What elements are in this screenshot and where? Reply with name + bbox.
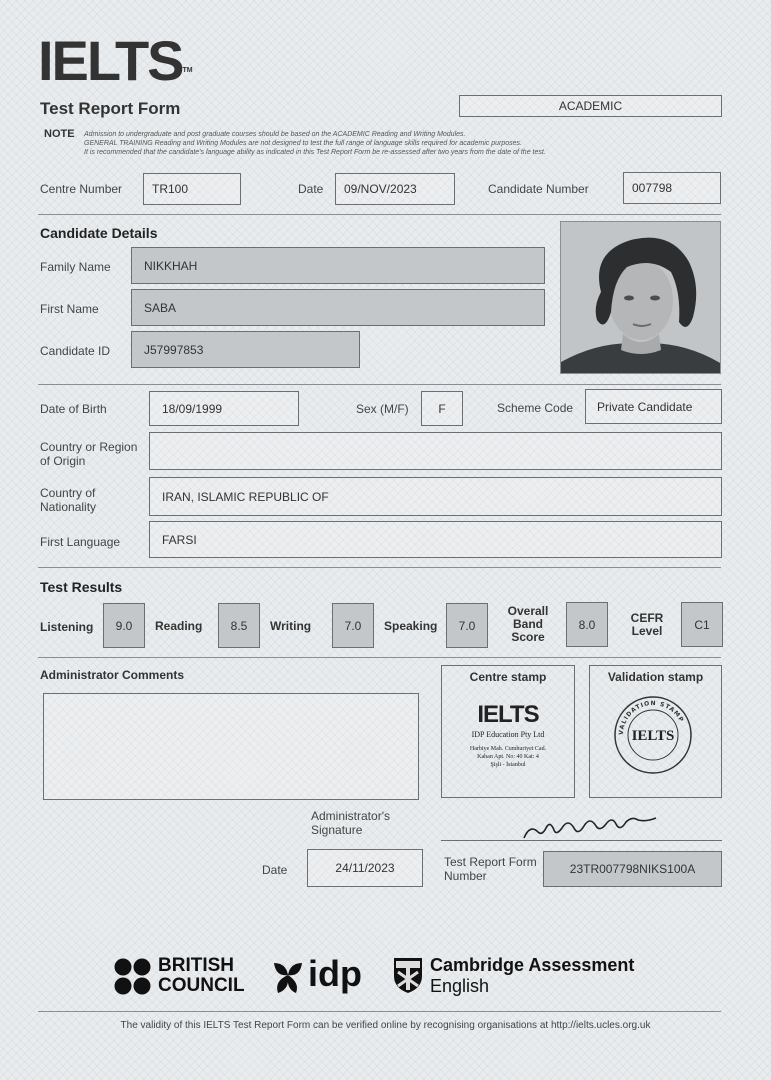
overall-label-line-2: Band	[513, 617, 543, 631]
validity-note: The validity of this IELTS Test Report Form can be verified online by recognising organisations at http://ielts.ucles.org.uk	[120, 1020, 651, 1031]
candidate-number-field: 007798	[623, 172, 721, 204]
validation-stamp-box	[589, 665, 722, 798]
reading-label: Reading	[155, 619, 203, 633]
divider-1	[38, 214, 721, 215]
nationality-label-2: Nationality	[40, 500, 97, 514]
sex-field: F	[421, 391, 463, 426]
cefr-label-line-1: CEFR	[630, 611, 664, 625]
tm-mark: TM	[182, 67, 193, 74]
overall-band-score: 8.0	[566, 602, 608, 647]
listening-score: 9.0	[103, 603, 145, 648]
nationality-field: IRAN, ISLAMIC REPUBLIC OF	[149, 477, 722, 516]
idp-mark-icon	[270, 959, 306, 995]
stamp-ielts-logo: IELTS	[477, 701, 539, 728]
validation-seal	[612, 694, 694, 776]
centre-stamp-label: Centre stamp	[469, 670, 547, 684]
trf-label-1: Test Report Form	[444, 855, 537, 869]
idp-logo	[270, 955, 365, 997]
candidate-details-title: Candidate Details	[40, 225, 158, 241]
family-name-field: NIKKHAH	[131, 247, 545, 284]
validation-ring-text: VALIDATION STAMP	[617, 699, 685, 736]
british-council-dots-icon	[114, 958, 152, 996]
first-name-field: SABA	[131, 289, 545, 326]
overall-label-line-3: Score	[511, 630, 545, 644]
admin-date-field: 24/11/2023	[307, 849, 423, 887]
centre-stamp-imprint	[442, 702, 574, 769]
idp-wordmark: idp	[308, 953, 362, 994]
trf-number-field: 23TR007798NIKS100A	[543, 851, 722, 887]
scheme-code-label: Scheme Code	[497, 401, 574, 415]
origin-label-2: of Origin	[40, 454, 86, 468]
cefr-label-line-2: Level	[631, 624, 663, 638]
divider-4	[38, 657, 721, 658]
listening-label: Listening	[40, 620, 94, 634]
cambridge-shield-icon	[392, 956, 424, 994]
centre-number-label: Centre Number	[40, 182, 123, 196]
first-language-label: First Language	[40, 535, 121, 549]
dob-label: Date of Birth	[40, 402, 107, 416]
overall-label-line-1: Overall	[507, 604, 549, 618]
note-line-2: GENERAL TRAINING Reading and Writing Modules are not designed to test the full range of language skills required for academic purposes.	[84, 140, 522, 147]
cefr-level-label	[624, 612, 670, 638]
centre-number-field: TR100	[143, 173, 241, 205]
dob-field: 18/09/1999	[149, 391, 299, 426]
first-name-label: First Name	[40, 302, 99, 316]
writing-label: Writing	[270, 619, 312, 633]
cambridge-line-1: Cambridge Assessment	[430, 955, 635, 975]
signature-label-1: Administrator's	[311, 809, 390, 823]
portrait-image	[561, 222, 721, 374]
british-council-line-2: COUNCIL	[158, 975, 245, 996]
first-language-field: FARSI	[149, 521, 722, 558]
signature-label-2: Signature	[311, 823, 363, 837]
speaking-label: Speaking	[384, 619, 438, 633]
form-title: Test Report Form	[40, 99, 181, 118]
family-name-label: Family Name	[40, 260, 111, 274]
scheme-code-field: Private Candidate	[585, 389, 722, 424]
british-council-line-1: BRITISH	[158, 955, 234, 976]
stamp-address-1: Harbiye Mah. Cumhuriyet Cad.	[469, 746, 547, 752]
cefr-level-score: C1	[681, 602, 723, 647]
sex-label: Sex (M/F)	[356, 402, 409, 416]
module-box: ACADEMIC	[459, 95, 722, 117]
validation-seal-logo: IELTS	[631, 728, 675, 744]
stamp-company: IDP Education Pty Ltd	[471, 730, 545, 739]
cambridge-line-2: English	[430, 976, 490, 996]
reading-score: 8.5	[218, 603, 260, 648]
cambridge-logo	[392, 955, 637, 997]
note-line-1: Admission to undergraduate and post graduate courses should be based on the ACADEMIC Reading and Writing Modules.	[84, 131, 466, 138]
stamp-address-3: Şişli - İstanbul	[490, 762, 526, 768]
candidate-id-field: J57997853	[131, 331, 360, 368]
origin-field	[149, 432, 722, 470]
note-label: NOTE	[44, 128, 75, 140]
overall-band-label	[503, 605, 553, 644]
candidate-number-label: Candidate Number	[488, 182, 589, 196]
admin-comments-label: Administrator Comments	[40, 668, 185, 682]
speaking-score: 7.0	[446, 603, 488, 648]
centre-date-label: Date	[298, 182, 324, 196]
origin-label-1: Country or Region	[40, 440, 138, 454]
candidate-photo	[560, 221, 721, 374]
trf-label-2: Number	[444, 869, 487, 883]
administrator-signature	[520, 810, 660, 844]
admin-comments-field	[43, 693, 419, 800]
note-line-3: It is recommended that the candidate's language ability as indicated in this Test Report Form be re-assessed after two years from the date of the test.	[84, 149, 546, 156]
writing-score: 7.0	[332, 603, 374, 648]
ielts-logo: IELTS™	[38, 29, 193, 92]
candidate-id-label: Candidate ID	[40, 344, 111, 358]
nationality-label-1: Country of	[40, 486, 96, 500]
british-council-logo	[114, 956, 244, 996]
divider-3	[38, 567, 721, 568]
validation-stamp-label: Validation stamp	[607, 670, 704, 684]
admin-date-label: Date	[262, 863, 288, 877]
stamp-address-2: Kahan Apt. No: 40 Kat: 4	[477, 754, 539, 760]
footer-divider	[38, 1011, 721, 1012]
centre-date-field: 09/NOV/2023	[335, 173, 455, 205]
centre-stamp-box	[441, 665, 575, 798]
test-results-title: Test Results	[40, 579, 123, 595]
divider-2	[38, 384, 721, 385]
signature-line	[441, 840, 722, 841]
